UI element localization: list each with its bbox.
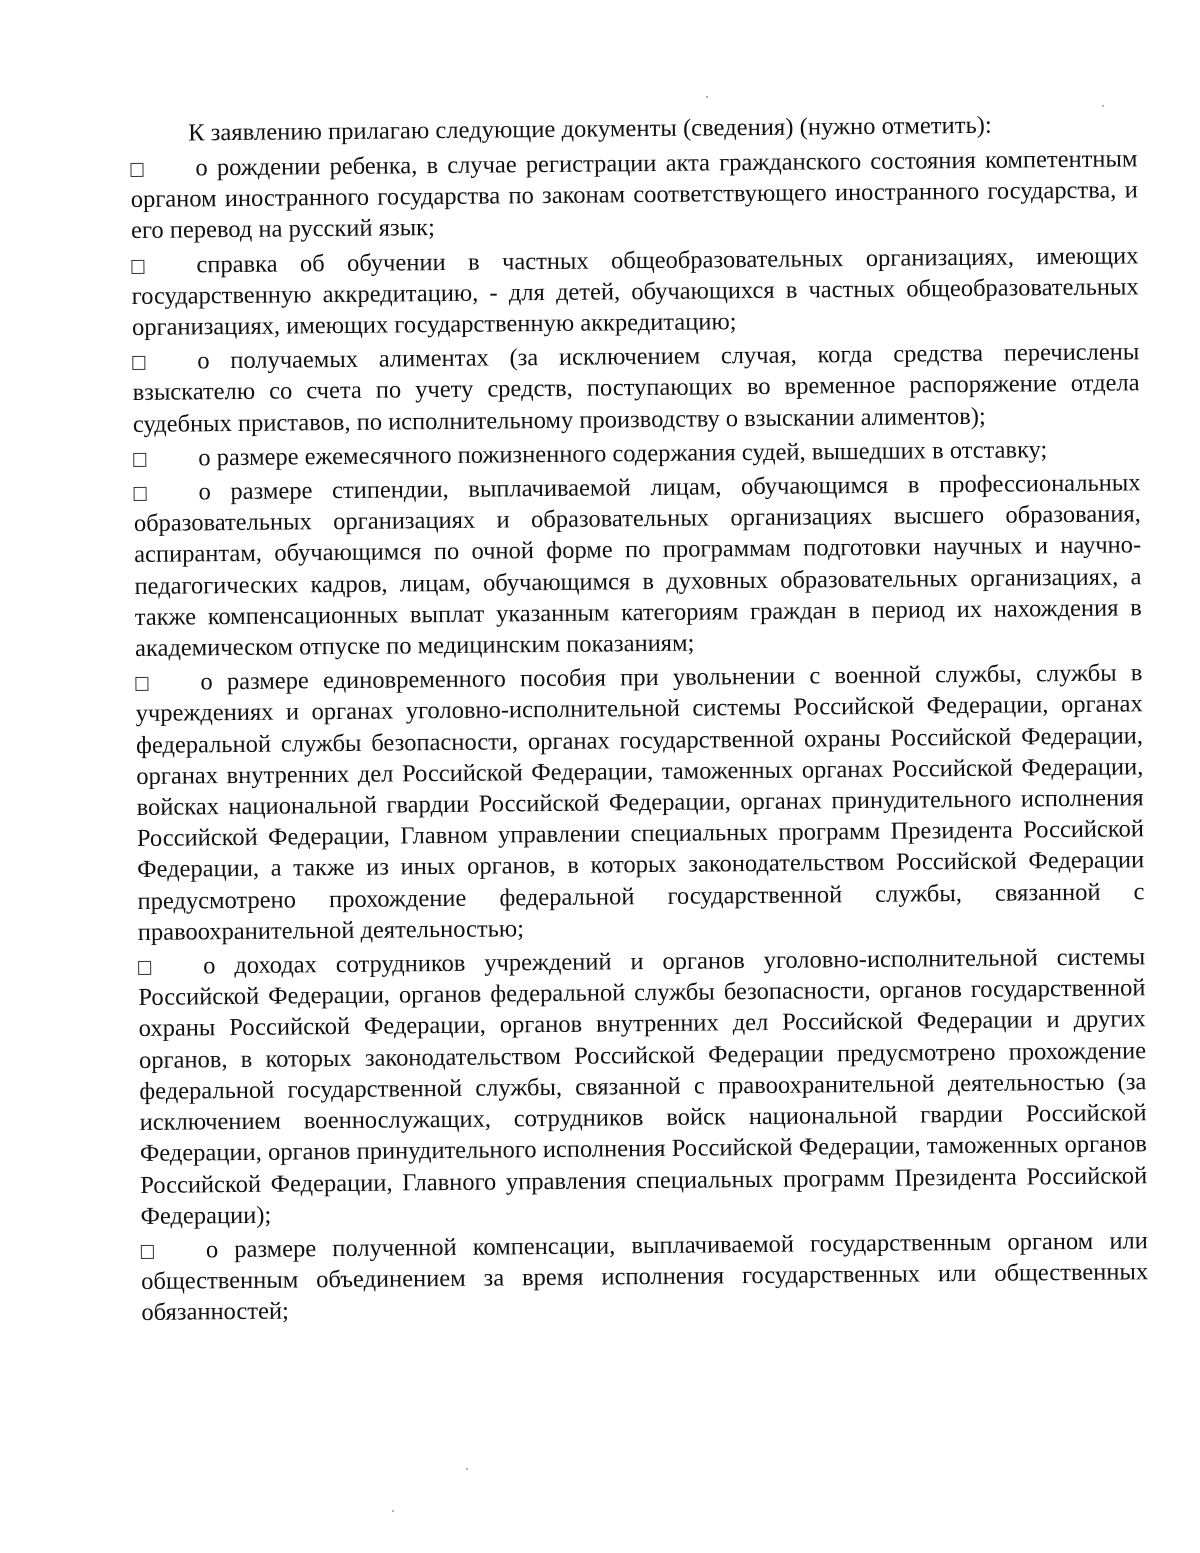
- document-checkbox[interactable]: [131, 259, 144, 273]
- scan-speck: [466, 1468, 468, 1470]
- document-option-text: о получаемых алиментах (за исключением случая, когда средства перечислены взыскателю со счета по учету средств, поступающих во временное распоряжение отдела судебных приставов, по исполнительному производству о взыскании алиментов);: [132, 338, 1140, 438]
- document-option-text: о размере стипендии, выплачиваемой лицам, обучающимся в профессиональных образовательных организациях и образовательных организациях высшего образования, аспирантам, обучающимся по очной форме по программам подготовки научных и научно-педагогических кадров, лицам, обучающимся в духовных образовательных организациях, а также компенсационных выплат указанным категориям граждан в период их нахождения в академическом отпуске по медицинским показаниям;: [133, 469, 1142, 663]
- scan-speck: [392, 1510, 394, 1512]
- document-option-text: справка об обучении в частных общеобразовательных организациях, имеющих государственную аккредитацию, - для детей, обучающихся в частных общеобразовательных организациях, имеющих государственную аккредитацию;: [131, 241, 1139, 342]
- document-checkbox[interactable]: [132, 356, 145, 370]
- document-body: [130, 108, 1149, 1331]
- document-checkbox[interactable]: [141, 1245, 154, 1259]
- document-option-text: о доходах сотрудников учреждений и органов уголовно-исполнительной системы Российской Федерации, органов федеральной службы безопасности, органов государственной охраны Российской Федерации, органов внутренних дел Российской Федерации и других органов, в которых законодательством Российской Федерации предусмотрено прохождение федеральной государственной службы, связанной с правоохранительной деятельностью (за исключением военнослужащих, сотрудников войск национальной гвардии Российской Федерации, органов принудительного исполнения Российской Федерации, таможенных органов Российской Федерации, Главного управления специальных программ Президента Российской Федерации);: [138, 943, 1148, 1230]
- document-option: [138, 941, 1148, 1231]
- document-option: [135, 658, 1145, 948]
- document-option-text: о размере единовременного пособия при увольнении с военной службы, службы в учреждениях и органах уголовно-исполнительной системы Российской Федерации, органах федеральной службы безопасности, органах государственной охраны Российской Федерации, органах внутренних дел Российской Федерации, таможенных органах Российской Федерации, войсках национальной гвардии Российской Федерации, органах принудительного исполнения Российской Федерации, Главном управлении специальных программ Президента Российской Федерации, а также из иных органов, в которых законодательством Российской Федерации предусмотрено прохождение федеральной государственной службы, связанной с правоохранительной деятельностью;: [135, 659, 1145, 946]
- document-checkbox[interactable]: [135, 677, 148, 691]
- document-option-text: о размере полученной компенсации, выплачиваемой государственным органом или общественным объединением за время исполнения государственных или общественных обязанностей;: [141, 1227, 1149, 1327]
- scan-speck: [1102, 105, 1104, 107]
- document-option: [132, 337, 1140, 440]
- document-option-text: о рождении ребенка, в случае регистрации акта гражданского состояния компетентным органом иностранного государства по законам соответствующего иностранного государства, и его перевод на русский язык;: [130, 145, 1138, 245]
- document-option: [133, 467, 1142, 664]
- scan-speck: [706, 96, 708, 98]
- document-option: [141, 1225, 1149, 1328]
- document-option-text: о размере ежемесячного пожизненного содержания судей, вышедших в отставку;: [198, 436, 1048, 472]
- document-checkbox[interactable]: [138, 961, 151, 975]
- intro-line: К заявлению прилагаю следующие документы (сведения) (нужно отметить):: [188, 111, 992, 147]
- document-checkbox[interactable]: [130, 163, 143, 177]
- document-checkbox[interactable]: [134, 487, 147, 501]
- document-option: [131, 240, 1139, 343]
- document-checkbox[interactable]: [133, 453, 146, 467]
- document-option: [130, 143, 1138, 246]
